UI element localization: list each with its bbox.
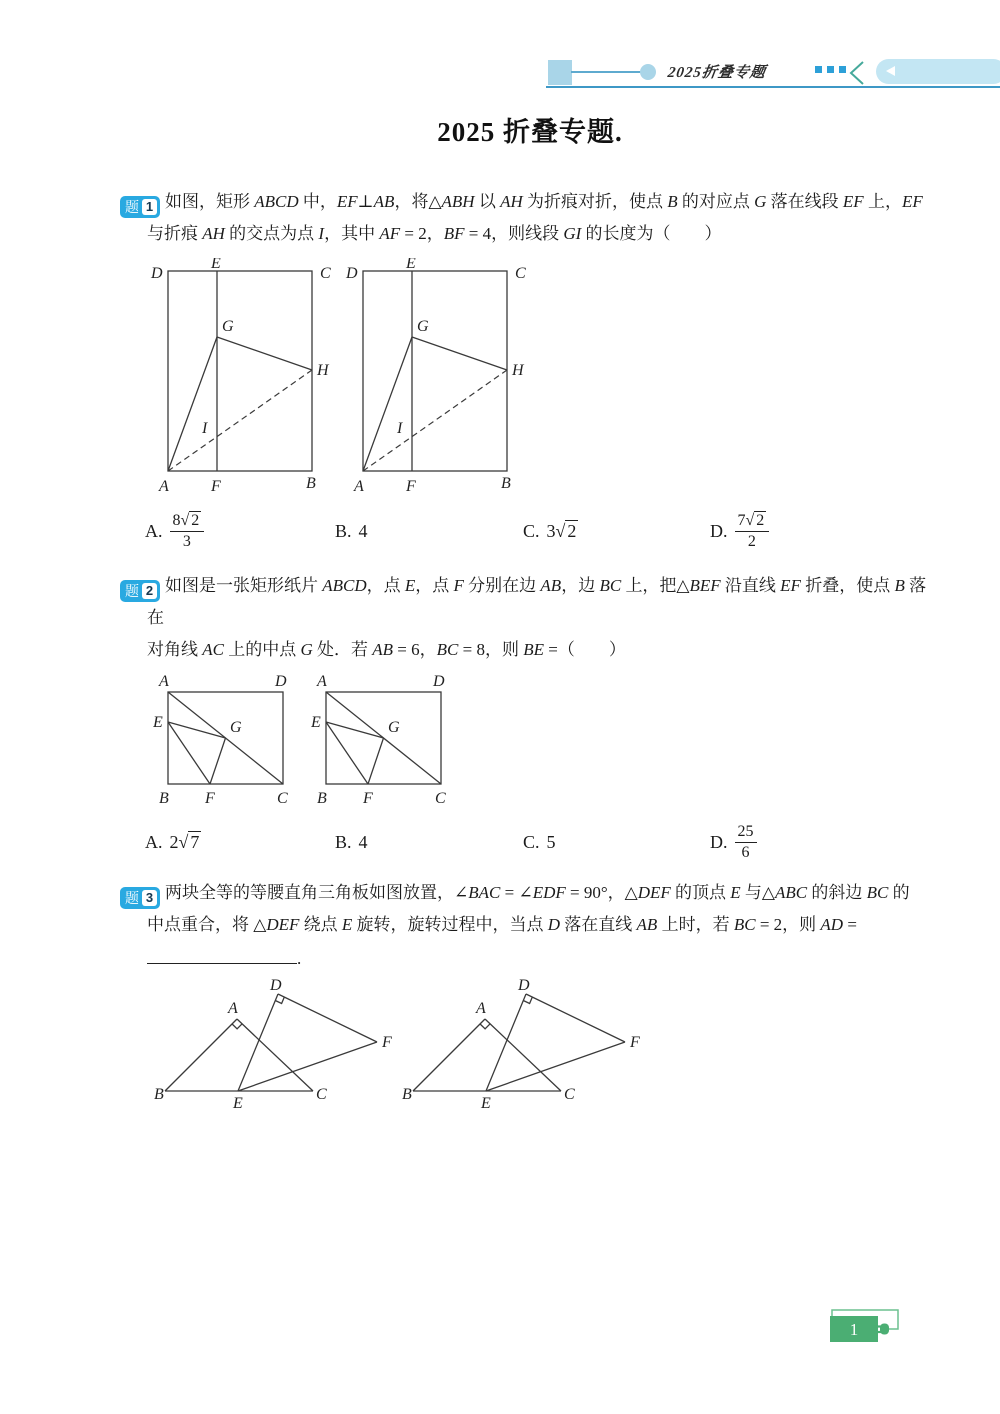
option-label: C. xyxy=(523,831,540,852)
svg-text:B: B xyxy=(306,475,316,492)
fraction: $\frac{7√ 2}{2}$ xyxy=(735,511,770,551)
svg-text:D: D xyxy=(270,977,282,994)
option-d xyxy=(710,508,769,554)
blank-period: . xyxy=(297,949,302,968)
problem-badge xyxy=(120,580,160,602)
svg-text:I: I xyxy=(397,420,403,437)
option-label: D. xyxy=(710,831,728,852)
svg-text:I: I xyxy=(202,420,208,437)
svg-text:F: F xyxy=(382,1034,392,1051)
figure-1-left xyxy=(150,258,343,498)
content xyxy=(120,110,940,1112)
svg-text:A: A xyxy=(354,478,364,495)
option-d xyxy=(710,819,757,865)
problem-text: 如图，矩形 ABCD 中，EF⊥AB，将△ABH 以 AH 为折痕对折，使点 B 的对应点 G 落在线段 EF 上，EF 与折痕 AH 的交点为点 I，其中 AF = 2，BF = 4，则线段 GI 的长度为（ ） xyxy=(147,192,923,243)
svg-text:E: E xyxy=(481,1095,491,1112)
badge-prefix: 题 xyxy=(125,583,139,599)
sqrt-sign: √ xyxy=(178,832,189,852)
svg-text:D: D xyxy=(151,265,163,282)
page-number-marker xyxy=(822,1302,912,1352)
svg-text:C: C xyxy=(435,790,446,805)
option-label: B. xyxy=(335,831,352,852)
header-doc-label: 2025折叠专题 xyxy=(666,65,767,81)
svg-text:F: F xyxy=(406,478,416,495)
option-value: 5 xyxy=(546,831,556,852)
options-row-2 xyxy=(120,819,940,865)
badge-number: 2 xyxy=(142,583,157,599)
option-label: D. xyxy=(710,520,728,541)
option-label: B. xyxy=(335,520,352,541)
option-value: 4 xyxy=(358,831,368,852)
problem-badge xyxy=(120,196,160,218)
figure-2-right xyxy=(311,670,461,805)
answer-blank xyxy=(147,941,297,964)
svg-text:A: A xyxy=(476,1000,486,1017)
problem-text: 如图是一张矩形纸片 ABCD，点 E，点 F 分别在边 AB，边 BC 上，把△BEF 沿直线 EF 折叠，使点 B 落在 对角线 AC 上的中点 G 处．若 AB = 6，BC = 8，则 BE =（ ） xyxy=(147,576,927,659)
problem-3 xyxy=(120,877,940,1112)
option-a xyxy=(145,819,201,865)
figure-1-right xyxy=(345,258,538,498)
svg-text:C: C xyxy=(515,265,526,282)
option-label: A. xyxy=(145,831,163,852)
option-label: C. xyxy=(523,520,540,541)
problem-text: 两块全等的等腰直角三角板如图放置，∠BAC = ∠EDF = 90°，△DEF 的顶点 E 与△ABC 的斜边 BC 的 中点重合，将 △DEF 绕点 E 旋转，旋转过程中，当点 D 落在直线 AB 上时，若 BC = 2，则 AD = xyxy=(147,883,910,934)
option-value: 2√ 7 xyxy=(169,832,200,852)
svg-text:D: D xyxy=(275,673,287,690)
svg-text:H: H xyxy=(512,362,524,379)
svg-text:B: B xyxy=(154,1086,164,1103)
svg-text:C: C xyxy=(564,1086,575,1103)
svg-text:G: G xyxy=(388,719,400,736)
svg-text:B: B xyxy=(317,790,327,805)
option-b xyxy=(335,508,368,554)
badge-number: 1 xyxy=(142,199,157,215)
header-circle-decoration xyxy=(640,64,656,80)
svg-text:C: C xyxy=(320,265,331,282)
badge-prefix: 题 xyxy=(125,890,139,906)
svg-text:F: F xyxy=(363,790,373,805)
option-value: 4 xyxy=(358,520,368,541)
sqrt-sign: √ xyxy=(180,512,190,529)
option-c xyxy=(523,819,556,865)
header-square-decoration xyxy=(548,60,572,85)
chevron-left-icon xyxy=(849,60,865,86)
sqrt-sign: √ xyxy=(555,521,566,541)
svg-text:G: G xyxy=(230,719,242,736)
figure-3-right xyxy=(401,977,646,1112)
figure-2-left xyxy=(153,670,303,805)
header-connector-line xyxy=(571,71,641,73)
svg-text:F: F xyxy=(630,1034,640,1051)
header-rule xyxy=(546,86,1000,88)
svg-text:E: E xyxy=(211,258,221,272)
svg-text:C: C xyxy=(277,790,288,805)
svg-text:F: F xyxy=(211,478,221,495)
fraction: $\frac{8√ 2}{3}$ xyxy=(170,511,205,551)
option-value: 3√ 2 xyxy=(546,521,577,541)
problem-badge xyxy=(120,887,160,909)
problem-2-paragraph xyxy=(120,570,940,666)
svg-text:A: A xyxy=(159,673,169,690)
problem-3-paragraph xyxy=(120,877,940,975)
figure-3-left xyxy=(153,977,398,1112)
problem-1 xyxy=(120,186,940,554)
badge-prefix: 题 xyxy=(125,199,139,215)
figure-row-1 xyxy=(120,258,940,498)
svg-text:C: C xyxy=(316,1086,327,1103)
svg-text:B: B xyxy=(501,475,511,492)
svg-text:F: F xyxy=(205,790,215,805)
svg-text:A: A xyxy=(317,673,327,690)
svg-text:E: E xyxy=(233,1095,243,1112)
figure-row-3 xyxy=(120,977,940,1112)
badge-number: 3 xyxy=(142,890,157,906)
svg-text:E: E xyxy=(311,714,321,731)
header-dots-icon xyxy=(815,66,846,73)
header-pill-decoration xyxy=(876,59,1000,84)
page-number: 1 xyxy=(849,1320,859,1339)
svg-text:B: B xyxy=(159,790,169,805)
svg-text:H: H xyxy=(317,362,329,379)
fraction: $\frac{25}{6}$ xyxy=(735,823,757,862)
svg-text:E: E xyxy=(406,258,416,272)
svg-text:D: D xyxy=(518,977,530,994)
svg-text:A: A xyxy=(228,1000,238,1017)
svg-text:A: A xyxy=(159,478,169,495)
option-label: A. xyxy=(145,520,163,541)
svg-text:D: D xyxy=(346,265,358,282)
sqrt-sign: √ xyxy=(745,512,755,529)
options-row-1 xyxy=(120,508,940,554)
problem-2 xyxy=(120,570,940,865)
svg-text:D: D xyxy=(433,673,445,690)
option-a xyxy=(145,508,204,554)
svg-text:G: G xyxy=(417,318,429,335)
svg-text:B: B xyxy=(402,1086,412,1103)
option-c xyxy=(523,508,578,554)
option-b xyxy=(335,819,368,865)
problem-1-paragraph xyxy=(120,186,940,250)
figure-row-2 xyxy=(120,670,940,805)
svg-text:G: G xyxy=(222,318,234,335)
svg-text:E: E xyxy=(153,714,163,731)
page-title: 2025 折叠专题. xyxy=(437,117,623,147)
play-triangle-icon xyxy=(886,66,895,76)
